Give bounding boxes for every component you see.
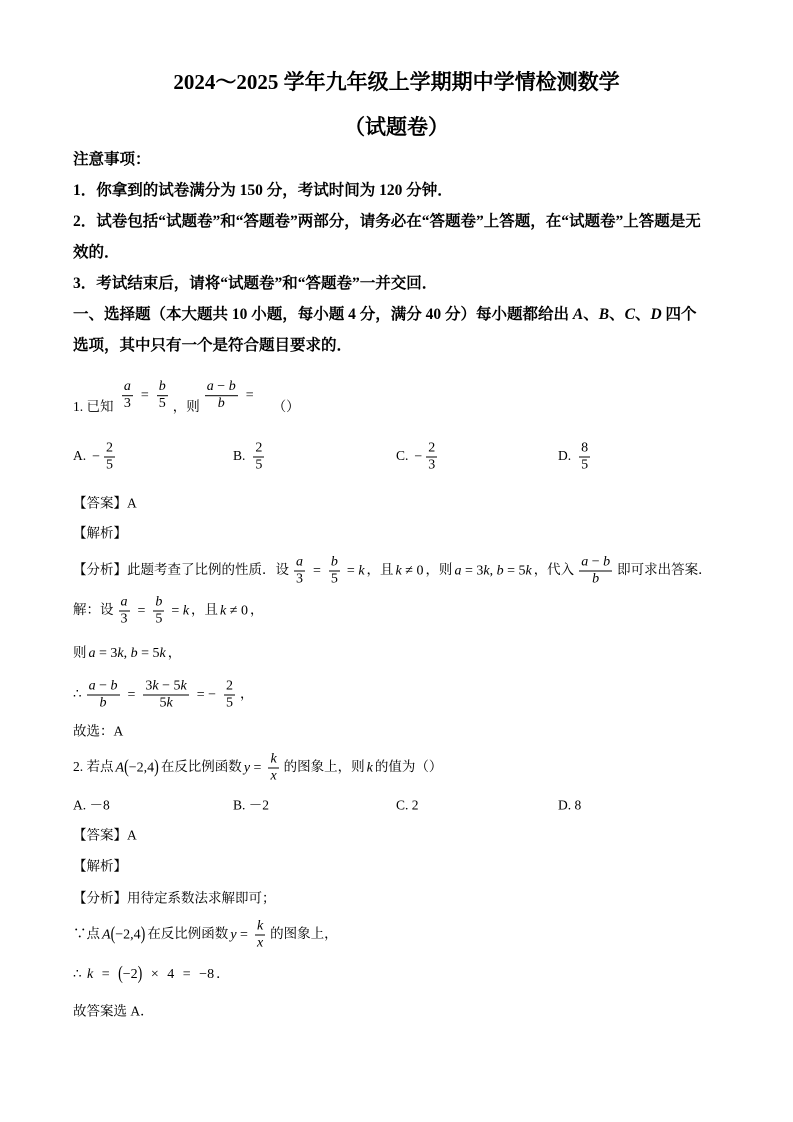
comma: ，: [240, 686, 254, 702]
option-label: C.: [396, 448, 409, 464]
q1-analysis: [73, 555, 712, 588]
math-variable: b: [155, 594, 163, 610]
equals-k: = k: [346, 563, 365, 579]
option-fraction: [424, 441, 439, 474]
math-variable: k: [220, 603, 227, 619]
on-function-text: 在反比例函数: [160, 759, 242, 775]
math-variable: b: [110, 678, 118, 694]
fraction-numerator: a − b: [581, 554, 611, 570]
therefore-symbol: ∴: [73, 686, 82, 702]
math-variable: b: [228, 379, 236, 395]
q2-option-a: [73, 797, 110, 814]
math-variable: a: [120, 594, 128, 610]
k-nonzero: k ≠ 0: [220, 603, 248, 619]
fraction-denominator: 3: [296, 571, 303, 587]
question-1-stem: [73, 379, 300, 415]
option-value: 8: [574, 797, 582, 813]
function-lhs: y =: [230, 927, 248, 943]
solution-then: 则: [73, 645, 87, 660]
equals-sign: =: [313, 563, 321, 579]
equals-sign: =: [245, 387, 254, 403]
math-parenthesis: (: [124, 757, 129, 778]
math-variable: a: [123, 379, 131, 395]
fraction-3k-minus-5k-over-5k: [141, 679, 190, 712]
q1-answer: 【答案】A: [73, 495, 137, 511]
math-variable: k: [395, 563, 402, 579]
period: ．: [216, 966, 230, 981]
math-variable: k: [358, 563, 365, 579]
fraction-a-minus-b-over-b: [85, 679, 122, 712]
math-variable: a: [88, 646, 96, 661]
math-variable: k: [525, 563, 532, 579]
fraction-numerator: [157, 379, 168, 395]
fraction-numerator: [153, 595, 164, 611]
notice-item-1: 1．你拿到的试卷满分为 150 分，考试时间为 120 分钟．: [73, 182, 453, 199]
fraction-denominator: [579, 571, 612, 588]
fraction-a-minus-b-over-b: [577, 555, 614, 588]
math-variable: b: [496, 563, 504, 579]
fraction-numerator: 3k − 5k: [145, 678, 187, 694]
q2-option-c: [396, 797, 419, 814]
function-lhs: y =: [243, 760, 262, 776]
equals-sign: =: [127, 687, 136, 703]
then-text: ，则: [425, 562, 453, 578]
fraction-numerator: a − b: [88, 678, 118, 694]
graph-then-text: 的图象上，则: [283, 759, 365, 775]
and-text: ，且: [191, 602, 219, 618]
fraction-denominator: 3: [120, 611, 128, 627]
equals-sign: =: [140, 387, 149, 403]
q1-choose: 故选：A: [73, 723, 124, 739]
solution-let: 解：设: [73, 602, 114, 618]
math-variable: k: [366, 760, 373, 776]
section-intro: 一、选择题（本大题共 10 小题，每小题 4 分，满分 40 分）每小题都给出: [73, 306, 570, 323]
q1-explanation-heading: 【解析】: [73, 525, 127, 541]
math-variable: a: [296, 554, 303, 570]
target-expression: [200, 379, 257, 412]
q2-solution-because: [73, 919, 338, 952]
q1-option-d: [558, 441, 595, 474]
fraction-numerator: 2: [428, 440, 436, 456]
option-fraction: [577, 441, 592, 474]
option-label: A.: [73, 448, 87, 464]
option-sign: −: [414, 449, 423, 465]
q2-answer: 【答案】A: [73, 827, 137, 843]
math-parenthesis: (: [110, 924, 116, 945]
then-text: ，则: [172, 398, 200, 414]
math-parenthesis: ): [137, 964, 143, 985]
option-value: －2: [248, 797, 270, 813]
option-label: C.: [396, 797, 409, 813]
option-label: D.: [558, 797, 572, 813]
q2-analysis: 【分析】用待定系数法求解即可；: [73, 890, 276, 906]
variable-k: [367, 760, 373, 775]
fraction-numerator: a − b: [206, 379, 236, 395]
choice-letter-a: A: [572, 306, 584, 323]
math-variable: b: [330, 554, 338, 570]
fraction-denominator: 3: [428, 457, 436, 473]
fraction-numerator: [122, 379, 133, 395]
fraction-a-over-3: [120, 379, 135, 412]
fraction-numerator: [119, 595, 130, 611]
option-value: －8: [89, 797, 110, 813]
answer-blank: （）: [272, 398, 300, 414]
fraction-b-over-5: [327, 555, 342, 588]
fraction-denominator: 5: [106, 457, 114, 473]
math-variable: y: [243, 760, 251, 776]
substitute-text: ，代入: [533, 562, 575, 578]
math-variable: k: [483, 563, 490, 579]
fraction-denominator: [268, 768, 278, 785]
fraction-denominator: [205, 395, 238, 412]
comma: ，: [167, 645, 182, 660]
equals-sign: =: [137, 603, 146, 619]
equals-minus: = −: [196, 687, 217, 703]
given-ratio: [117, 379, 173, 412]
math-variable: k: [159, 646, 166, 661]
fraction-numerator: 8: [581, 440, 589, 456]
math-variable: a: [581, 554, 589, 570]
fraction-numerator: 2: [226, 678, 234, 694]
q2-explanation-heading: 【解析】: [73, 858, 127, 874]
choice-letter-b: B: [598, 306, 610, 323]
math-variable: y: [230, 927, 237, 943]
q1-option-b: [233, 441, 269, 474]
q1-solution-values: [73, 644, 181, 662]
calc-expression: k = (−2) × 4 = −8: [86, 964, 215, 985]
analysis-tail: 即可求出答案．: [617, 562, 712, 578]
fraction-denominator: [87, 695, 120, 712]
fraction-numerator: [329, 555, 340, 571]
fraction-denominator: [255, 935, 265, 952]
option-sign: −: [92, 449, 101, 465]
q2-option-d: [558, 797, 581, 814]
math-variable: b: [99, 695, 107, 711]
notice-item-3: 3．考试结束后，请将“试题卷”和“答题卷”一并交回．: [73, 275, 438, 292]
equals-k: = k: [171, 603, 190, 619]
math-variable: k: [86, 967, 94, 982]
math-variable: k: [152, 678, 159, 694]
math-variable: a: [88, 678, 96, 694]
math-variable: b: [592, 571, 600, 587]
values-expression: a = 3k, b = 5k: [88, 646, 166, 661]
because-text: ∵点: [73, 926, 100, 942]
choice-letter-d: D: [650, 306, 662, 323]
math-variable: k: [270, 751, 277, 767]
fraction-numerator: [268, 752, 278, 768]
fraction-a-minus-b-over-b: [203, 379, 240, 412]
graph-text: 的图象上，: [270, 926, 338, 942]
question-2-lead: 2. 若点: [73, 759, 114, 775]
fraction-a-over-3: [117, 595, 132, 628]
fraction-numerator: [255, 919, 265, 935]
exam-title: 2024～2025 学年九年级上学期期中学情检测数学: [173, 70, 620, 94]
q2-choose: 故答案选 A．: [73, 1003, 154, 1019]
math-variable: A: [102, 927, 111, 943]
fraction-b-over-5: [151, 595, 166, 628]
option-label: B.: [233, 797, 246, 813]
values-expression: a = 3k, b = 5k: [454, 563, 532, 579]
q1-option-a: [73, 441, 120, 474]
math-variable: a: [454, 563, 462, 579]
fraction-numerator: 2: [106, 440, 114, 456]
q1-option-c: [396, 441, 442, 474]
option-label: B.: [233, 448, 246, 464]
choice-separator: 、: [609, 306, 625, 323]
math-variable: b: [603, 554, 611, 570]
choice-letter-c: C: [624, 306, 635, 323]
fraction-numerator: 2: [255, 440, 263, 456]
option-value: 2: [411, 797, 419, 813]
choice-separator: 、: [583, 306, 599, 323]
math-variable: x: [270, 768, 277, 784]
fraction-denominator: 5k: [143, 695, 188, 712]
fraction-denominator: 5: [155, 611, 163, 627]
math-parenthesis: ): [140, 924, 146, 945]
math-variable: b: [217, 396, 225, 412]
comma: ，: [249, 602, 264, 618]
math-parenthesis: ): [154, 757, 159, 778]
fraction-denominator: 3: [123, 396, 131, 412]
fraction-a-over-3: [292, 555, 307, 588]
k-nonzero: k ≠ 0: [395, 563, 424, 579]
option-fraction: [251, 441, 266, 474]
math-parenthesis: (: [118, 964, 123, 985]
q2-solution-compute: [73, 965, 230, 983]
question-1-lead: 1. 已知: [73, 398, 114, 414]
point-a: A(−2,4): [115, 757, 159, 778]
math-variable: b: [158, 379, 166, 395]
notice-heading: 注意事项：: [73, 151, 151, 168]
question-2-stem: [73, 752, 442, 785]
exam-subtitle: （试题卷）: [344, 115, 449, 139]
ask-text: 的值为（）: [374, 759, 443, 775]
fraction-2-over-5: [222, 679, 237, 712]
section-intro-end: 四个: [665, 306, 697, 323]
point-a: A(−2,4): [102, 924, 146, 945]
math-variable: b: [130, 646, 138, 661]
math-variable: a: [206, 379, 214, 395]
on-function-text: 在反比例函数: [147, 926, 229, 942]
option-fraction: [102, 441, 117, 474]
q1-solution-compute: [73, 679, 254, 712]
fraction-denominator: 5: [158, 396, 166, 412]
math-variable: k: [180, 678, 187, 694]
math-variable: x: [256, 935, 264, 951]
fraction-k-over-x: [253, 919, 267, 952]
notice-item-2-continued: 效的．: [73, 244, 120, 261]
therefore-symbol: ∴: [73, 966, 82, 981]
and-text: ，且: [366, 562, 394, 578]
section-heading-continued: 选项，其中只有一个是符合题目要求的．: [73, 337, 353, 354]
fraction-denominator: 5: [581, 457, 589, 473]
section-heading: [73, 305, 697, 325]
fraction-numerator: [294, 555, 305, 571]
math-variable: k: [117, 646, 124, 661]
math-variable: k: [166, 695, 173, 711]
fraction-denominator: 5: [255, 457, 263, 473]
math-variable: k: [256, 918, 264, 934]
q2-option-b: [233, 797, 269, 814]
fraction-denominator: 5: [330, 571, 338, 587]
notice-item-2: 2．试卷包括“试题卷”和“答题卷”两部分，请务必在“答题卷”上答题，在“试题卷”上答题是无: [73, 213, 701, 230]
choice-separator: 、: [634, 306, 651, 323]
analysis-lead: 【分析】此题考查了比例的性质．设: [73, 562, 289, 578]
math-variable: k: [182, 603, 190, 619]
option-label: D.: [558, 448, 572, 464]
fraction-denominator: 5: [226, 695, 234, 711]
fraction-b-over-5: [155, 379, 170, 412]
option-label: A.: [73, 797, 87, 813]
fraction-k-over-x: [266, 752, 280, 785]
math-variable: A: [115, 760, 125, 776]
q1-solution-let: [73, 595, 263, 628]
